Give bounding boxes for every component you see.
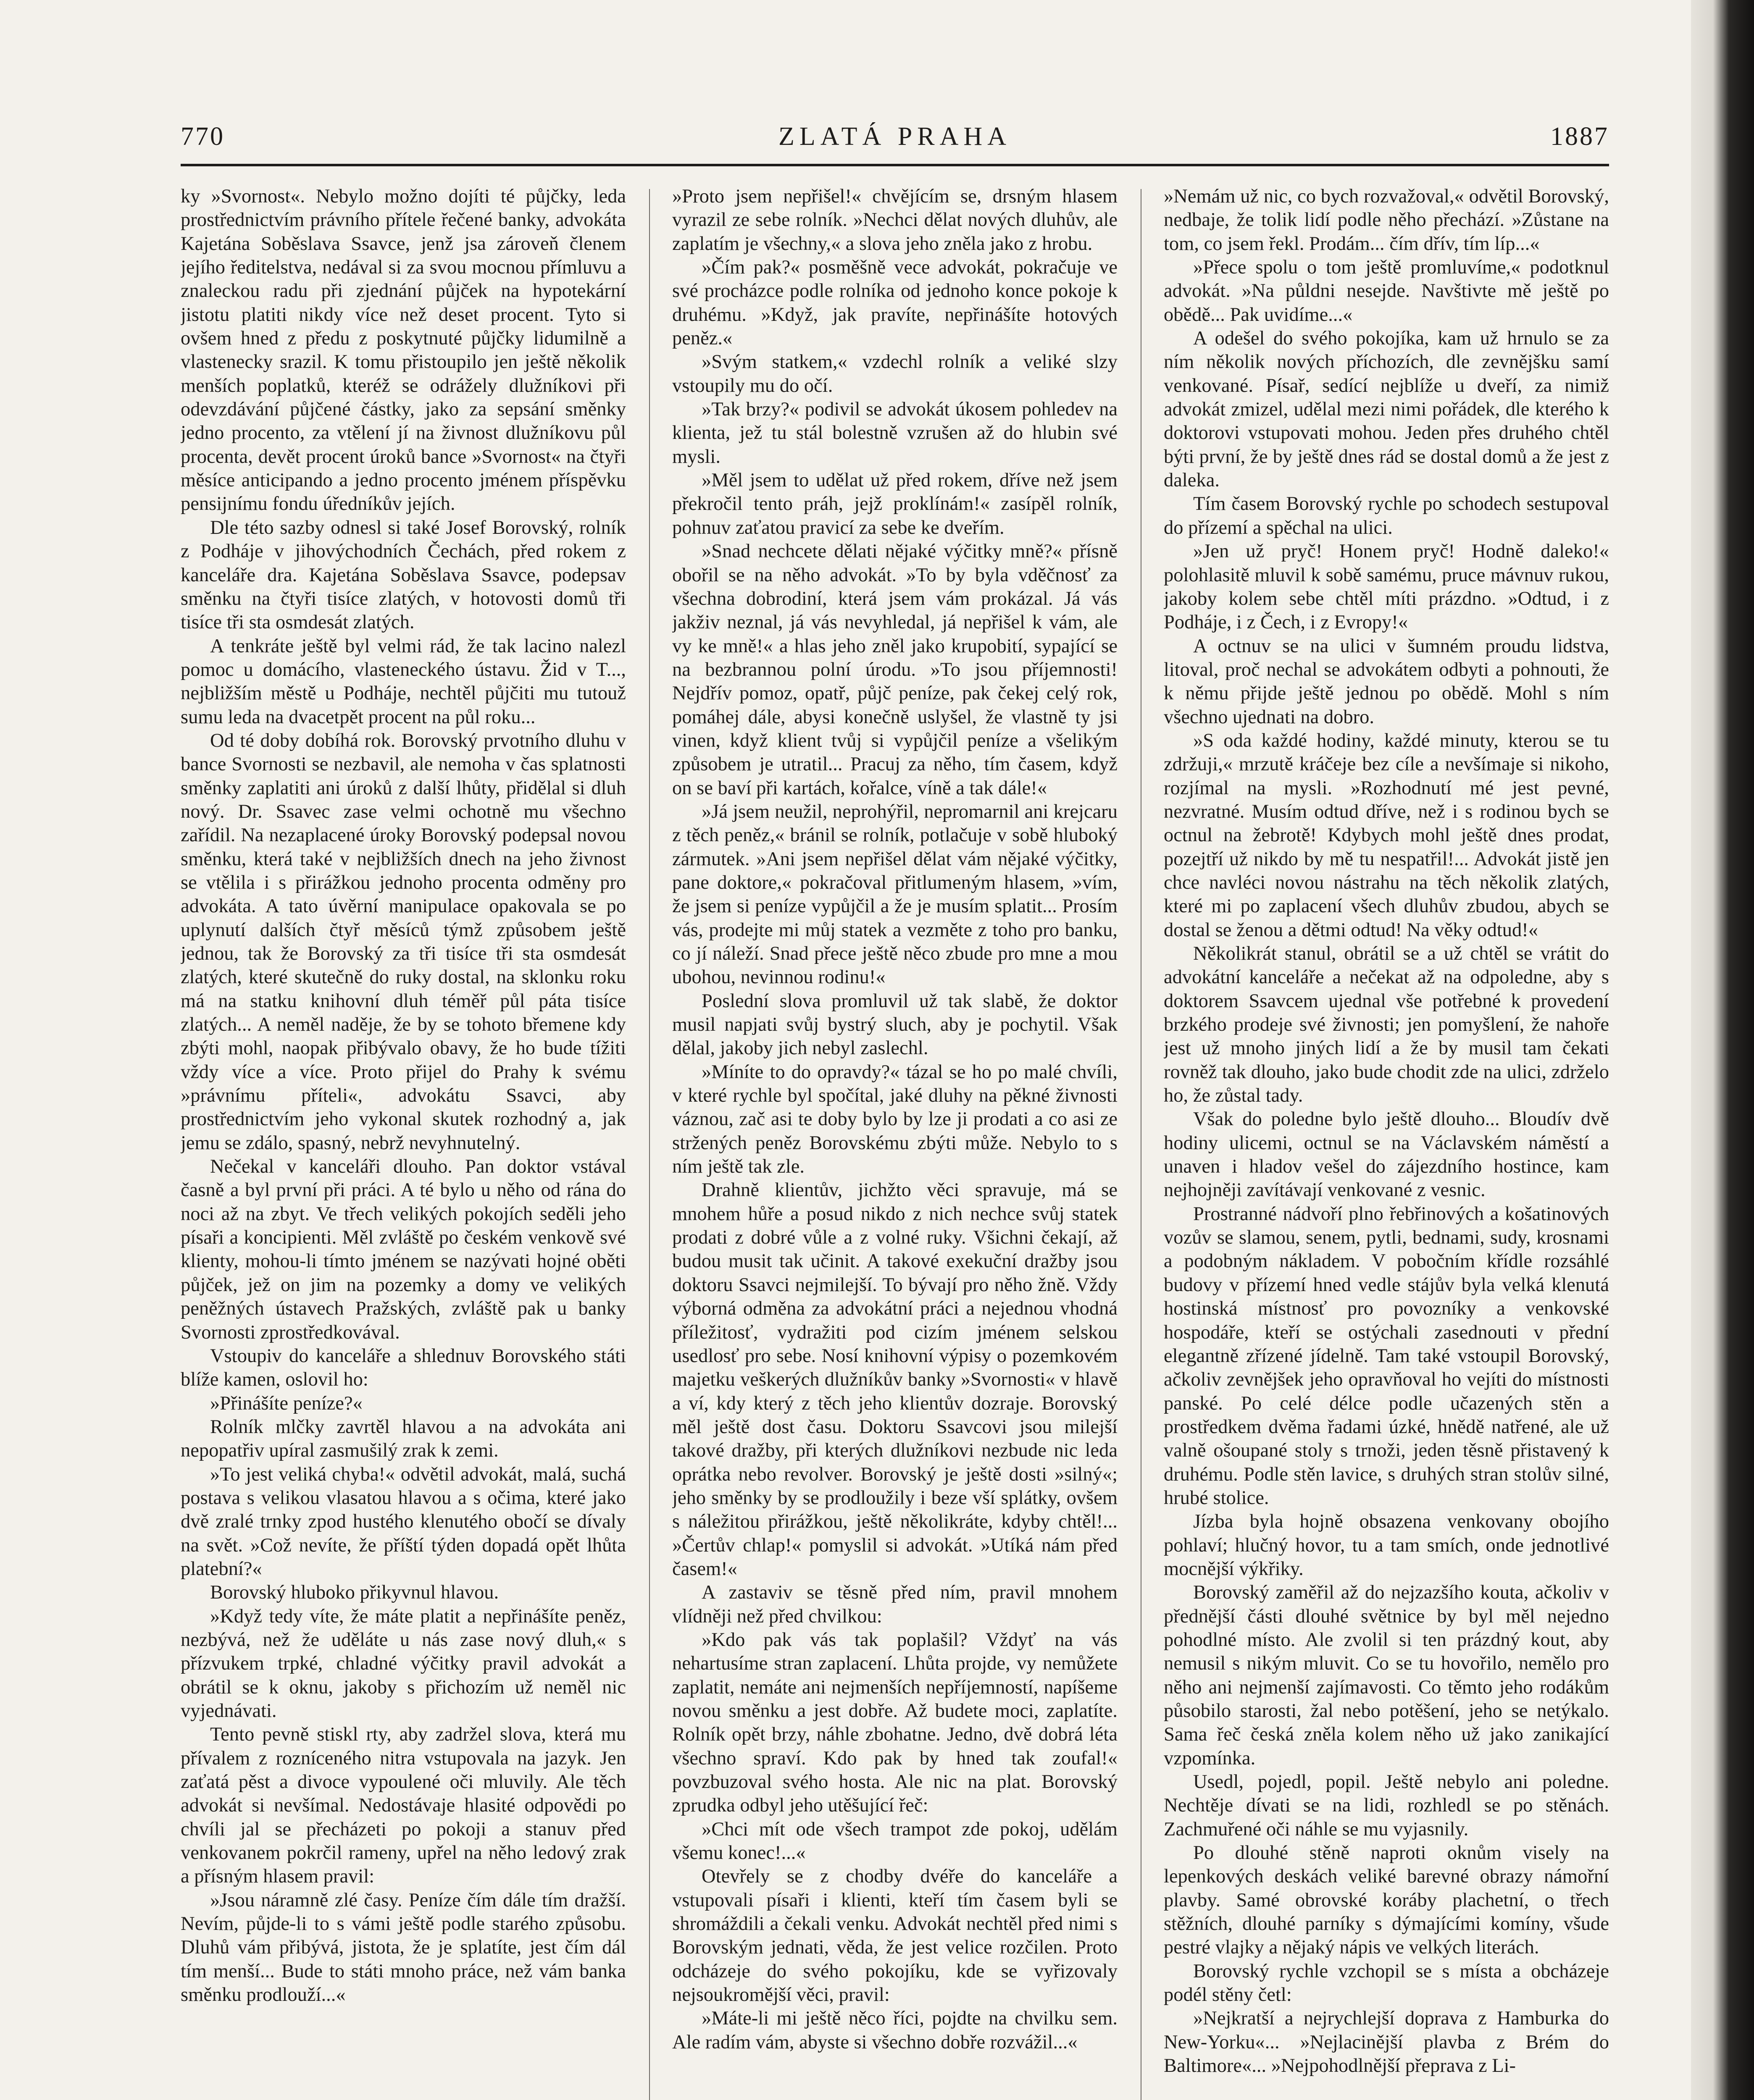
paragraph: A tenkráte ještě byl velmi rád, že tak lacino nalezl pomoc u domácího, vlasteneckého ústavu. Žid v T..., nejbližším městě u Podháje, nechtěl půjčiti mu tutouž sumu leda na dvacetpět procent na půl roku...: [181, 635, 626, 728]
paragraph: Drahně klientův, jichžto věci spravuje, má se mnohem hůře a posud nikdo z nich nechce svůj statek prodati z dobré vůle a z volné ruky. Všichni čekají, až budou musit tak učinit. A takové exekuční dražby jsou doktoru Ssavci nejmilejší. To bývají pro něho žně. Vždy výborná odměna za advokátní práci a nejednou vhodná příležitosť, vydražiti pod cizím jménem selskou usedlosť pro sebe. Nosí knihovní výpisy o pozemkovém majetku veškerých dlužníkův banky »Svornosti« v hlavě a ví, kdy který z těch jeho klientův dozraje. Borovský měl ještě dost času. Doktoru Ssavcovi jsou milejší takové dražby, při kterých dlužníkovi nezbude nic leda oprátka nebo revolver. Borovský je ještě dosti »silný«; jeho směnky by se prodloužily i beze vší splátky, ovšem s náležitou přirážkou, ještě několikráte, kdyby chtěl!... »Čertův chlap!« pomyslil si advokát. »Utíká nám před časem!«: [672, 1179, 1118, 1580]
paragraph: ky »Svornost«. Nebylo možno dojíti té půjčky, leda prostřednictvím právního přítele řečené banky, advokáta Kajetána Soběslava Ssavce, jenž jsa zároveň členem jejího ředitelstva, nedával si za svou mocnou přímluvu a znaleckou radu při zjednání půjček na hypotekární jistotu platiti nikdy více než deset procent. Tyto si ovšem hned z předu z poskytnuté půjčky lidumilně a vlastenecky srazil. K tomu přistoupilo jen ještě několik menších poplatků, kteréž se odrážely dlužníkovi při odevzdávání půjčené částky, jako za sepsání směnky jedno procento, za vtělení jí na živnost dlužníkovu půl procenta, devět procent úroků bance »Svornost« na čtyři měsíce anticipando a jedno procento jménem příspěvku pensijnímu fondu úředníkův jejích.: [181, 186, 626, 515]
text-column-2: [672, 185, 1118, 2100]
page-number: 770: [181, 122, 225, 151]
paragraph: »Tak brzy?« podivil se advokát úkosem pohledev na klienta, jež tu stál bolestně vzrušen až do hlubin své mysli.: [672, 399, 1118, 467]
paragraph: »Čím pak?« posměšně vece advokát, pokračuje ve své procházce podle rolníka od jednoho konce pokoje k druhému. »Když, jak pravíte, nepřinášíte hotových peněz.«: [672, 257, 1118, 349]
paragraph: »Svým statkem,« vzdechl rolník a veliké slzy vstoupily mu do očí.: [672, 351, 1118, 396]
paragraph: »To jest veliká chyba!« odvětil advokát, malá, suchá postava s velikou vlasatou hlavou a s očima, které jako dvě zralé trnky zpod hustého klenutého obočí se dívaly na svět. »Což nevíte, že příští týden dopadá opět lhůta platební?«: [181, 1463, 626, 1580]
paragraph: A odešel do svého pokojíka, kam už hrnulo se za ním několik nových příchozích, dle zevnějšku samí venkované. Písař, sedící nejblíže u dveří, za nimiž advokát zmizel, udělal mezi nimi pořádek, dle kterého k doktorovi vstupovati mohou. Jeden přes druhého chtěl býti první, že by ještě dnes rád se dostal domů a že jest z daleka.: [1164, 328, 1609, 491]
paragraph: A octnuv se na ulici v šumném proudu lidstva, litoval, proč nechal se advokátem odbyti a pohnouti, že k němu přijde ještě jednou po obědě. Mohl s ním všechno ujednati na dobro.: [1164, 635, 1609, 728]
paragraph: Borovský hluboko přikyvnul hlavou.: [210, 1582, 499, 1604]
text-column-3: [1164, 185, 1609, 2100]
paragraph: »Nemám už nic, co bych rozvažoval,« odvětil Borovský, nedbaje, že tolik lidí podle něho přechází. »Zůstane na tom, co jsem řekl. Prodám... čím dřív, tím líp...«: [1164, 186, 1609, 255]
paragraph: Borovský rychle vzchopil se s místa a obcházeje podél stěny četl:: [1164, 1960, 1609, 2006]
paragraph: »Snad nechcete dělati nějaké výčitky mně?« přísně obořil se na něho advokát. »To by byla vděčnosť za všechna dobrodiní, která jsem vám prokázal. Já vás jakživ neznal, já vás nevyhledal, já nepřišel k vám, ale vy ke mně!« a hlas jeho zněl jako krupobití, sypající se na bezbrannou polní úrodu. »To jsou příjemnosti! Nejdřív pomoz, opatř, půjč peníze, pak čekej celý rok, pomáhej dále, abysi konečně uslyšel, že vlastně ty jsi vinen, když klient tvůj si vypůjčil peníze a všelikým způsobem je utratil... Pracuj za něho, tím časem, když on se baví při kartách, kořalce, víně a tak dále!«: [672, 541, 1118, 799]
paragraph: »Proto jsem nepřišel!« chvějícím se, drsným hlasem vyrazil ze sebe rolník. »Nechci dělat nových dluhův, ale zaplatím je všechny,« a slova jeho zněla jako z hrobu.: [672, 186, 1118, 255]
paragraph: Borovský zaměřil až do nejzazšího kouta, ačkoliv v přednější části dlouhé světnice by byl měl nejedno pohodlné místo. Ale zvolil si ten prázdný kout, aby nemusil s nikým mluvit. Co se tu hovořilo, nemělo pro něho ani nejmenší zajímavosti. Co těmto jeho rodákům působilo starosti, žal nebo potěšení, jeho se netýkalo. Sama řeč česká zněla kolem něho už jako zanikající vzpomínka.: [1164, 1582, 1609, 1769]
paragraph: »Kdo pak vás tak poplašil? Vždyť na vás nehartusíme stran zaplacení. Lhůta projde, vy nemůžete zaplatit, nemáte ani nejmenších nepříjemností, napíšeme novou směnku a jest dobře. Až budete moci, zaplatíte. Rolník opět brzy, náhle zbohatne. Jedno, dvě dobrá léta všechno spraví. Kdo pak by hned tak zoufal!« povzbuzoval svého hosta. Ale nic na plat. Borovský zprudka odbyl jeho utěšující řeč:: [672, 1629, 1118, 1816]
paragraph: Usedl, pojedl, popil. Ještě nebylo ani poledne. Nechtěje dívati se na lidi, rozhledl se po stěnách. Zachmuřené oči náhle se mu vyjasnily.: [1164, 1771, 1609, 1840]
paragraph: Tím časem Borovský rychle po schodech sestupoval do přízemí a spěchal na ulici.: [1164, 493, 1609, 538]
paragraph: »Jen už pryč! Honem pryč! Hodně daleko!« polohlasitě mluvil k sobě samému, pruce mávnuv rukou, jakoby kolem sebe chtěl míti prázdno. »Odtud, i z Podháje, i z Čech, i z Evropy!«: [1164, 541, 1609, 633]
paragraph: »Máte-li mi ještě něco říci, pojdte na chvilku sem. Ale radím vám, abyste si všechno dobře rozvážil...«: [672, 2008, 1118, 2053]
paragraph: Několikrát stanul, obrátil se a už chtěl se vrátit do advokátní kanceláře a nečekat až na odpoledne, aby s doktorem Ssavcem ujednal vše potřebné k provedení brzkého prodeje své živnosti; jen pomyšlení, že nahoře jest už mnoho jiných lidí a že by musil tam čekati rovněž tak dlouho, jako bude chodit zde na ulici, zdrželo ho, že zůstal tady.: [1164, 943, 1609, 1107]
page-header: [181, 113, 1609, 164]
paragraph: »Míníte to do opravdy?« tázal se ho po malé chvíli, v které rychle byl spočítal, jaké dluhy na pěkné živnosti váznou, zač asi te doby bylo by lze ji prodati a co asi ze stržených peněz Borovskému zbýti může. Nebylo to s ním ještě tak zle.: [672, 1061, 1118, 1178]
header-rule: [181, 164, 1609, 166]
paragraph: »Přinášíte peníze?«: [210, 1392, 363, 1414]
paragraph: Jízba byla hojně obsazena venkovany obojího pohlaví; hlučný hovor, tu a tam smích, onde jednotlivé mocnější výkřiky.: [1164, 1511, 1609, 1580]
paragraph: Dle této sazby odnesl si také Josef Borovský, rolník z Podháje v jihovýchodních Čechách, před rokem z kanceláře dra. Kajetána Soběslava Ssavce, podepsav směnku na čtyři tisíce zlatých, v hotovosti domů tři tisíce tři sta osmdesát zlatých.: [181, 517, 626, 633]
paragraph: Však do poledne bylo ještě dlouho... Bloudív dvě hodiny ulicemi, octnul se na Václavském náměstí a unaven i hladov vešel do zájezdního hostince, kam nejhojněji zavítávají venkované z vesnic.: [1164, 1108, 1609, 1201]
paragraph: »Nejkratší a nejrychlejší doprava z Hamburka do New-Yorku«... »Nejlacinější plavba z Brém do Baltimore«... »Nejpohodlnější přeprava z Li-: [1164, 2008, 1609, 2077]
paragraph: Prostranné nádvoří plno řebřinových a košatinových vozův se slamou, senem, pytli, bednami, sudy, krosnami a podobným nákladem. V pobočním křídle rozsáhlé budovy v přízemí hned vedle stájův byla velká klenutá hostinská místnosť pro povozníky a venkovské hospodáře, kteří se ostýchali zasednouti v přední elegantně zřízené jídelně. Tam také vstoupil Borovský, ačkoliv zevnějšek jeho opravňoval ho vejíti do místnosti panské. Po celé délce podle učazených stěn a prostředkem dvěma řadami úzké, hnědě natřené, ale už valně ošoupané stoly s trnoži, jeden těsně přistavený k druhému. Podle stěn lavice, s druhých stran stolův silné, hrubé stolice.: [1164, 1203, 1609, 1509]
paragraph: A zastaviv se těsně před ním, pravil mnohem vlídněji než před chvilkou:: [672, 1582, 1118, 1627]
paragraph: »Chci mít ode všech trampot zde pokoj, udělám všemu konec!...«: [672, 1818, 1118, 1864]
paragraph: Tento pevně stiskl rty, aby zadržel slova, která mu přívalem z rozníceného nitra vstupovala na jazyk. Jen zaťatá pěst a divoce vypoulené oči mluvily. Ale těch advokát si nevšímal. Nedostávaje hlasité odpovědi po chvíli jal se přecházeti po pokoji a stanuv před venkovanem pokrčil rameny, upřel na něho ledový zrak a přísným hlasem pravil:: [181, 1724, 626, 1887]
paragraph: Rolník mlčky zavrtěl hlavou a na advokáta ani nepopatřiv upíral zasmušilý zrak k zemi.: [181, 1416, 626, 1462]
paragraph: Nečekal v kanceláři dlouho. Pan doktor vstával časně a byl první při práci. A té bylo u něho od rána do noci až na zbyt. Ve třech velikých pokojích seděli jeho písaři a koncipienti. Měl zvláště po českém venkově své klienty, mohou-li tímto jménem se nazývati hojné oběti půjček, jež on jim na pozemky a domy ve velikých peněžných ústavech Pražských, zvláště pak u banky Svornosti zprostředkovával.: [181, 1156, 626, 1343]
paragraph: Od té doby dobíhá rok. Borovský prvotního dluhu v bance Svornosti se nezbavil, ale nemoha v čas splatnosti směnky zaplatiti ani úroků z další lhůty, přidělal si dluh nový. Dr. Ssavec zase velmi ochotně mu všechno zařídil. Na nezaplacené úroky Borovský podepsal novou směnku, která také v nejbližších dnech na jeho živnost se vtělila i s přirážkou jednoho procenta odměny pro advokáta. A tato úvěrní manipulace opakovala se po uplynutí dalších čtyř měsíců týmž způsobem ještě jednou, tak že Borovský za tři tisíce tři sta osmdesát zlatých, které skutečně do ruky dostal, na sklonku roku má na statku knihovní dluh téměř půl páta tisíce zlatých... A neměl naděje, že by se tohoto břemene kdy zbýti mohl, naopak přibývalo obavy, že ho bude tížiti vždy více a více. Proto přijel do Prahy k svému »právnímu příteli«, advokátu Ssavci, aby prostřednictvím jeho vykonal skutek rozhodný a, jak jemu se zdálo, spasný, nebrž nevyhnutelný.: [181, 730, 626, 1154]
paragraph: Vstoupiv do kanceláře a shlednuv Borovského státi blíže kamen, oslovil ho:: [181, 1345, 626, 1391]
paragraph: Poslední slova promluvil už tak slabě, že doktor musil napjati svůj bystrý sluch, aby je pochytil. Však dělal, jakoby jich nebyl zaslechl.: [672, 990, 1118, 1059]
paragraph: Po dlouhé stěně naproti oknům visely na lepenkových deskách veliké barevné obrazy námořní plavby. Samé obrovské koráby plachetní, o třech stěžních, dlouhé parníky s dýmajícími komíny, všude pestré vlajky a nějaký nápis ve velkých literách.: [1164, 1842, 1609, 1958]
paragraph: »Měl jsem to udělat už před rokem, dříve než jsem překročil tento práh, jejž proklínám!« zasípěl rolník, pohnuv zaťatou pravicí za sebe ke dveřím.: [672, 470, 1118, 538]
paragraph: »Jsou náramně zlé časy. Peníze čím dále tím dražší. Nevím, půjde-li to s vámi ještě podle starého způsobu. Dluhů vám přibývá, jistota, že je splatíte, jest čím dál tím menší... Bude to státi mnoho práce, než vám banka směnku prodlouží...«: [181, 1889, 626, 2006]
text-column-1: [181, 185, 626, 2100]
paragraph: »Když tedy víte, že máte platit a nepřinášíte peněz, nezbývá, než že uděláte u nás zase nový dluh,« s přízvukem trpké, chladné výčitky pravil advokát a obrátil se k oknu, jakoby s přichozím už neměl nic vyjednávati.: [181, 1605, 626, 1722]
masthead-title: ZLATÁ PRAHA: [778, 122, 1011, 151]
header-year: 1887: [1550, 122, 1609, 151]
paragraph: Otevřely se z chodby dvéře do kanceláře a vstupovali písaři i klienti, kteří tím časem byli se shromáždili a čekali venku. Advokát nechtěl před nimi s Borovským jednati, věda, že jest velice rozčilen. Proto odcházeje do svého pokojíku, kde se vyřizovaly nejsoukromější věci, pravil:: [672, 1866, 1118, 2006]
column-divider: [649, 189, 650, 2100]
paragraph: »S oda každé hodiny, každé minuty, kterou se tu zdržuji,« mrzutě kráčeje bez cíle a nevšímaje si nikoho, rozjímal na mysli. »Rozhodnutí mé jest pevné, nezvratné. Musím odtud dříve, než i s rodinou bych se octnul na žebrotě! Kdybych mohl ještě dnes prodat, pozejtří už nikdo by mě tu nespatřil!... Advokát jistě jen chce navléci novou nástrahu na těch několik zlatých, které mi po zaplacení všech dluhův zbudou, abych se dostal se ženou a dětmi odtud! Na věky odtud!«: [1164, 730, 1609, 941]
binding-spine: [1691, 0, 1754, 2100]
paragraph: »Přece spolu o tom ještě promluvíme,« podotknul advokát. »Na půldni nesejde. Navštivte mě ještě po obědě... Pak uvidíme...«: [1164, 257, 1609, 326]
paragraph: »Já jsem neužil, neprohýřil, nepromarnil ani krejcaru z těch peněz,« bránil se rolník, potlačuje v sobě hluboký zármutek. »Ani jsem nepřišel dělat vám nějaké výčitky, pane doktore,« pokračoval přitlumeným hlasem, »vím, že jsem si peníze vypůjčil a že je musím splatit... Prosím vás, prodejte mi můj statek a vezměte z toho pro banku, co jí náleží. Snad přece ještě něco zbude pro mne a mou ubohou, nevinnou rodinu!«: [672, 801, 1118, 988]
